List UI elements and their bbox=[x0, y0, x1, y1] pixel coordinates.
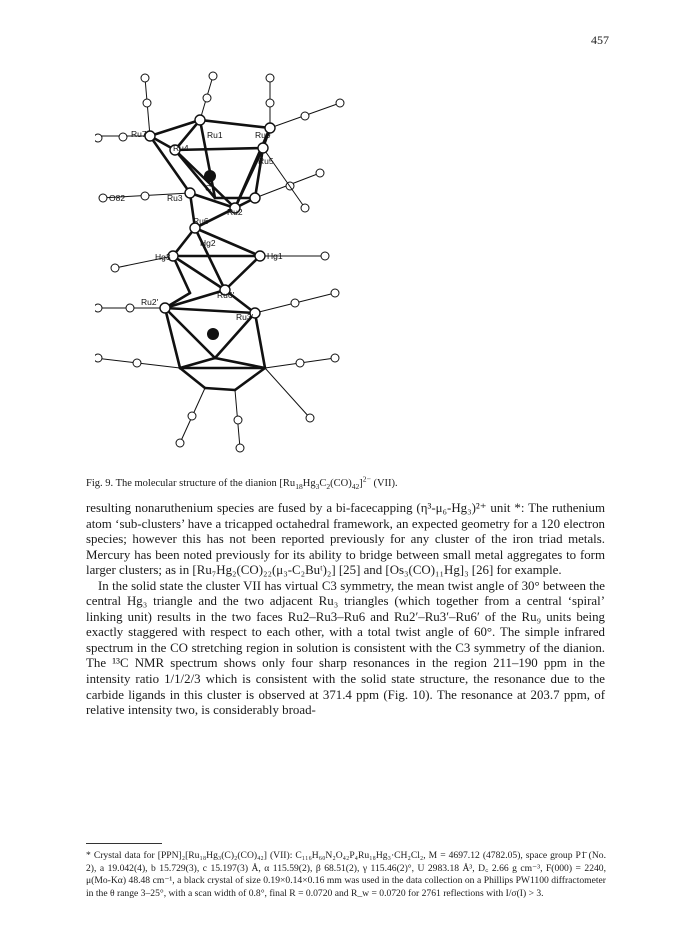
atom-label-ru6: Ru6 bbox=[193, 216, 209, 226]
atom-label-ru2-prime: Ru2' bbox=[141, 297, 159, 307]
atom-label-hg1: Hg1 bbox=[267, 251, 283, 261]
page-number: 457 bbox=[591, 33, 609, 47]
caption-sub-hg: 3 bbox=[315, 482, 320, 492]
atom-label-ru1: Ru1 bbox=[207, 130, 223, 140]
atom-label-ru3: Ru3 bbox=[167, 193, 183, 203]
paragraph-1: resulting nonaruthenium species are fused by a bi-facecapping (η³-μ₆-Hg₃)²⁺ unit *: The ruthenium atom ‘sub-clusters’ have a tricapped octahedral framework, an expected geometry for a 120 electron species; however this has not been reported previously for any cluster of the iron triad metals. Mercury has been noted previously for its ability to bridge between small metal aggregates to form larger clusters; as in [Ru₇Hg₂(CO)₂₂(μ₃-C₂Buᵗ)₂] [25] and [Os₃(CO)₁₁Hg]₃ [26] for example. bbox=[86, 501, 605, 578]
atom-label-ru6-prime: Ru6' bbox=[217, 290, 235, 300]
body-text bbox=[86, 501, 605, 719]
atom-label-ru3-prime: Ru3' bbox=[236, 312, 254, 322]
atom-label-ru7: Ru7 bbox=[131, 129, 147, 139]
caption-suffix: (VII). bbox=[370, 478, 398, 489]
caption-sub-c: 2 bbox=[326, 482, 331, 492]
figure-caption bbox=[86, 474, 606, 492]
paragraph-2: In the solid state the cluster VII has virtual C3 symmetry, the mean twist angle of 30° between the central Hg₃ triangle and the two adjacent Ru₃ triangles (which together from a central ‘spiral’ linking unit) results in the two faces Ru2–Ru3–Ru6 and Ru2′–Ru3′–Ru6′ of the Ru₉ units being exactly staggered with respect to each other, with a total twist angle of 60°. The simple infrared spectrum in the CO stretching region in solution is consistent with the C3 symmetry of the dianion. The ¹³C NMR spectrum shows only four sharp resonances in the region 211–190 ppm in the intensity ratio 1/1/2/3 which is consistent with the solid state structure, the resonance due to the carbide ligands in this cluster is observed at 371.4 ppm (Fig. 10). The resonance at 203.7 ppm, of relative intensity two, is considerably broad- bbox=[86, 578, 605, 718]
footnote-rule bbox=[86, 843, 162, 844]
atom-label-ru4: Ru4 bbox=[173, 143, 189, 153]
caption-hg: Hg bbox=[302, 478, 316, 489]
caption-prefix: Fig. 9. The molecular structure of the dianion [Ru bbox=[86, 478, 296, 489]
caption-co: (CO) bbox=[330, 478, 352, 489]
atom-label-ru9: Ru9 bbox=[255, 130, 271, 140]
caption-c: C bbox=[319, 478, 327, 489]
atom-label-c: C bbox=[205, 183, 212, 193]
atom-label-hg3: Hg3 bbox=[155, 252, 171, 262]
molecular-structure-drawing bbox=[95, 58, 425, 458]
footnote-crystal-data: * Crystal data for [PPN]₂[Ru₁₈Hg₃(C)₂(CO)₄₂] (VII): C₁₁₆H₆₀N₂O₄₂P₄Ru₁₈Hg₃·CH₂Cl₂, M = 4697.12 (4782.05), space group P1̄ (No. 2), a 19.042(4), b 15.729(3), c 15.197(3) Å, α 115.59(2), β 68.51(2), γ 115.46(2)°, U 2983.18 Å³, D꜀ 2.66 g cm⁻³, F(000) = 2240, μ(Mo-Kα) 48.48 cm⁻¹, a black crystal of size 0.19×0.14×0.16 mm was used in the data collection on a Phillips PW1100 diffractometer in the θ range 3–25°, with a scan width of 0.8°, final R = 0.0720 and R_w = 0.0720 for 2761 reflections with I/σ(I) > 3. bbox=[86, 850, 606, 899]
atom-label-o82: O82 bbox=[109, 193, 126, 203]
molecular-structure-figure bbox=[95, 58, 425, 458]
caption-charge: 2− bbox=[362, 474, 371, 484]
atom-label-hg2: Hg2 bbox=[200, 238, 216, 248]
caption-sub-ru: 18 bbox=[295, 482, 303, 492]
atom-label-ru2: Ru2 bbox=[227, 207, 243, 217]
caption-bracket: ] bbox=[359, 478, 363, 489]
caption-sub-co: 42 bbox=[351, 482, 360, 492]
atom-label-ru5: Ru5 bbox=[258, 156, 274, 166]
